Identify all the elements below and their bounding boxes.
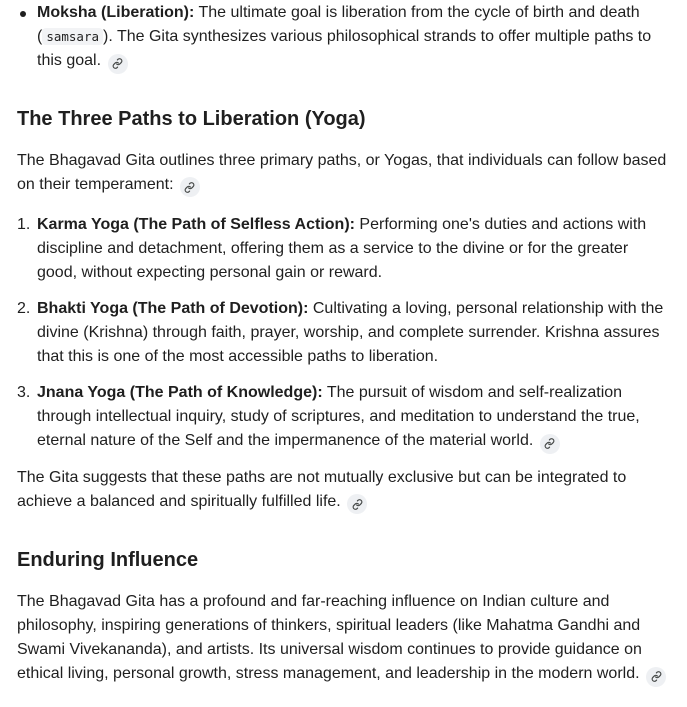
bullet-list: [17, 1, 670, 74]
karma-yoga-text: Performing one's duties and actions with discipline and detachment, offering them as a service to the divine or for the greater good, without expecting personal gain or reward.: [37, 216, 647, 281]
karma-yoga-term: Karma Yoga (The Path of Selfless Action):: [37, 216, 355, 233]
list-item-jnana-yoga: [17, 381, 670, 454]
list-number: 3.: [17, 384, 31, 401]
list-number: 1.: [17, 216, 31, 233]
moksha-text-after: ). The Gita synthesizes various philosophical strands to offer multiple paths to this goal.: [37, 28, 652, 69]
paths-summary: [17, 466, 670, 515]
moksha-text-before: The ultimate goal is liberation from the cycle of birth and death (: [37, 4, 640, 45]
list-number: 2.: [17, 300, 31, 317]
jnana-yoga-text: The pursuit of wisdom and self-realization through intellectual inquiry, study of scriptures, and meditation to understand the true, eternal nature of the Self and the impermanence of the material world.: [37, 384, 640, 449]
enduring-influence-paragraph: [17, 590, 670, 687]
enduring-influence-heading: Enduring Influence: [17, 549, 199, 571]
three-paths-intro-text: The Bhagavad Gita outlines three primary paths, or Yogas, that individuals can follow based on their temperament:: [17, 151, 667, 193]
list-item-moksha: [17, 1, 670, 74]
enduring-influence-text: The Bhagavad Gita has a profound and far-reaching influence on Indian culture and philosophy, inspiring generations of thinkers, spiritual leaders (like Mahatma Gandhi and Swami Vivekananda), and artists. Its universal wisdom continues to provide guidance on ethical living, personal growth, stress management, and leadership in the modern world.: [17, 593, 642, 682]
three-paths-intro: [17, 149, 670, 198]
paths-list: [17, 213, 670, 454]
list-item-bhakti-yoga: [17, 297, 670, 369]
citation-link-icon[interactable]: [108, 54, 128, 74]
moksha-term: Moksha (Liberation):: [37, 4, 195, 21]
bullet-dot: [20, 11, 26, 17]
bhakti-yoga-term: Bhakti Yoga (The Path of Devotion):: [37, 300, 309, 317]
bhakti-yoga-text: Cultivating a loving, personal relationship with the divine (Krishna) through faith, prayer, worship, and complete surrender. Krishna assures that this is one of the most accessible paths to liberation.: [37, 300, 664, 365]
paths-summary-text: The Gita suggests that these paths are not mutually exclusive but can be integrated to achieve a balanced and spiritually fulfilled life.: [17, 468, 627, 510]
citation-link-icon[interactable]: [180, 177, 200, 197]
list-item-karma-yoga: [17, 213, 670, 285]
samsara-code: samsara: [42, 28, 103, 45]
citation-link-icon[interactable]: [347, 494, 367, 514]
three-paths-heading: The Three Paths to Liberation (Yoga): [17, 107, 366, 130]
jnana-yoga-term: Jnana Yoga (The Path of Knowledge):: [37, 384, 323, 401]
citation-link-icon[interactable]: [540, 434, 560, 454]
citation-link-icon[interactable]: [646, 667, 666, 687]
